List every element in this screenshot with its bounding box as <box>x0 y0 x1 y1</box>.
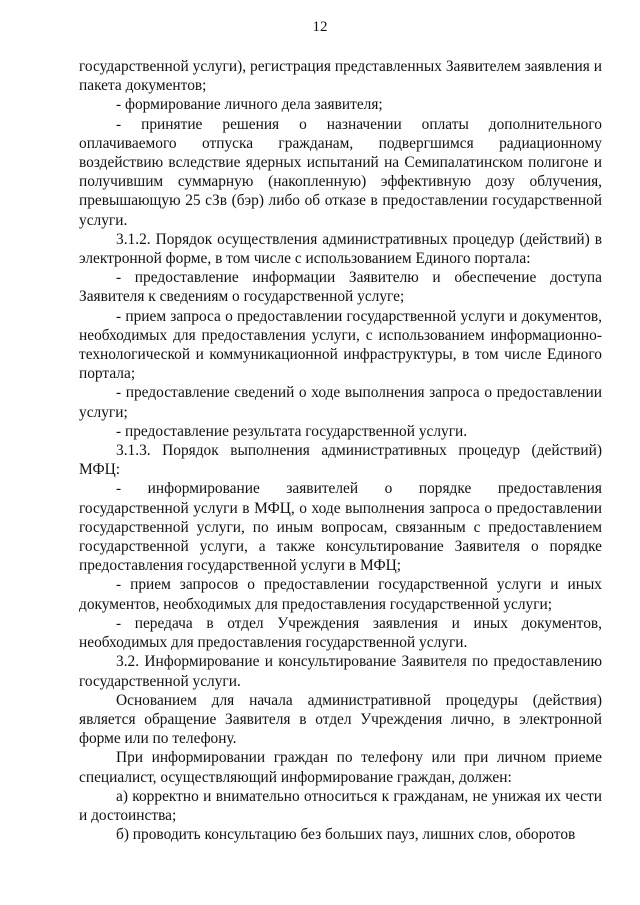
list-item-mfc-intake: - прием запросов о предоставлении государственной услуги и иных документов, необходимых для предоставления государственной услуги; <box>79 576 602 613</box>
list-item-request-intake: - прием запроса о предоставлении государственной услуги и документов, необходимых для предоставления услуги, с использованием информационно-технологической и коммуникационной инфраструктуры, в том числе Единого портала; <box>79 307 602 383</box>
list-item-personal-file: - формирование личного дела заявителя; <box>116 96 383 114</box>
list-item-payment-decision: - принятие решения о назначении оплаты дополнительного оплачиваемого отпуска гражданам, подвергшимся радиационному воздействию вследствие ядерных испытаний на Семипалатинском полигоне и получившим суммарную (накопленную) эффективную дозу облучения, превышающую 25 сЗв (бэр) либо об отказе в предоставлении государственной услуги. <box>79 115 602 229</box>
list-item-status-info: - предоставление сведений о ходе выполнения запроса о предоставлении услуги; <box>79 384 602 421</box>
list-item-result: - предоставление результата государственной услуги. <box>116 422 468 440</box>
paragraph-basis: Основанием для начала административной процедуры (действия) является обращение Заявителя в отдел Учреждения лично, в электронной форме или по телефону. <box>79 691 602 748</box>
list-item-a: а) корректно и внимательно относиться к гражданам, не унижая их чести и достоинства; <box>79 787 602 824</box>
section-3-1-2: 3.1.2. Порядок осуществления административных процедур (действий) в электронной форме, в том числе с использованием Единого портала: <box>79 230 602 268</box>
document-body <box>79 57 602 844</box>
paragraph-continuation: государственной услуги), регистрация представленных Заявителем заявления и пакета документов; <box>79 58 602 95</box>
section-3-1-3: 3.1.3. Порядок выполнения административных процедур (действий) МФЦ: <box>79 442 602 479</box>
list-item-b: б) проводить консультацию без больших пауз, лишних слов, оборотов <box>116 826 576 844</box>
page-number: 12 <box>312 19 328 35</box>
section-3-2: 3.2. Информирование и консультирование Заявителя по предоставлению государственной услуги. <box>79 653 602 690</box>
list-item-mfc-informing: - информирование заявителей о порядке предоставления государственной услуги в МФЦ, о ходе выполнения запроса о предоставлении государственной услуги, по иным вопросам, связанным с предоставлением государственной услуги, а также консультирование Заявителя о порядке предоставления государственной услуги в МФЦ; <box>79 480 602 575</box>
list-item-info-access: - предоставление информации Заявителю и обеспечение доступа Заявителя к сведениям о государственной услуге; <box>79 269 602 306</box>
paragraph-informing: При информировании граждан по телефону или при личном приеме специалист, осуществляющий информирование граждан, должен: <box>79 749 602 786</box>
list-item-mfc-transfer: - передача в отдел Учреждения заявления и иных документов, необходимых для предоставления государственной услуги. <box>79 614 602 652</box>
